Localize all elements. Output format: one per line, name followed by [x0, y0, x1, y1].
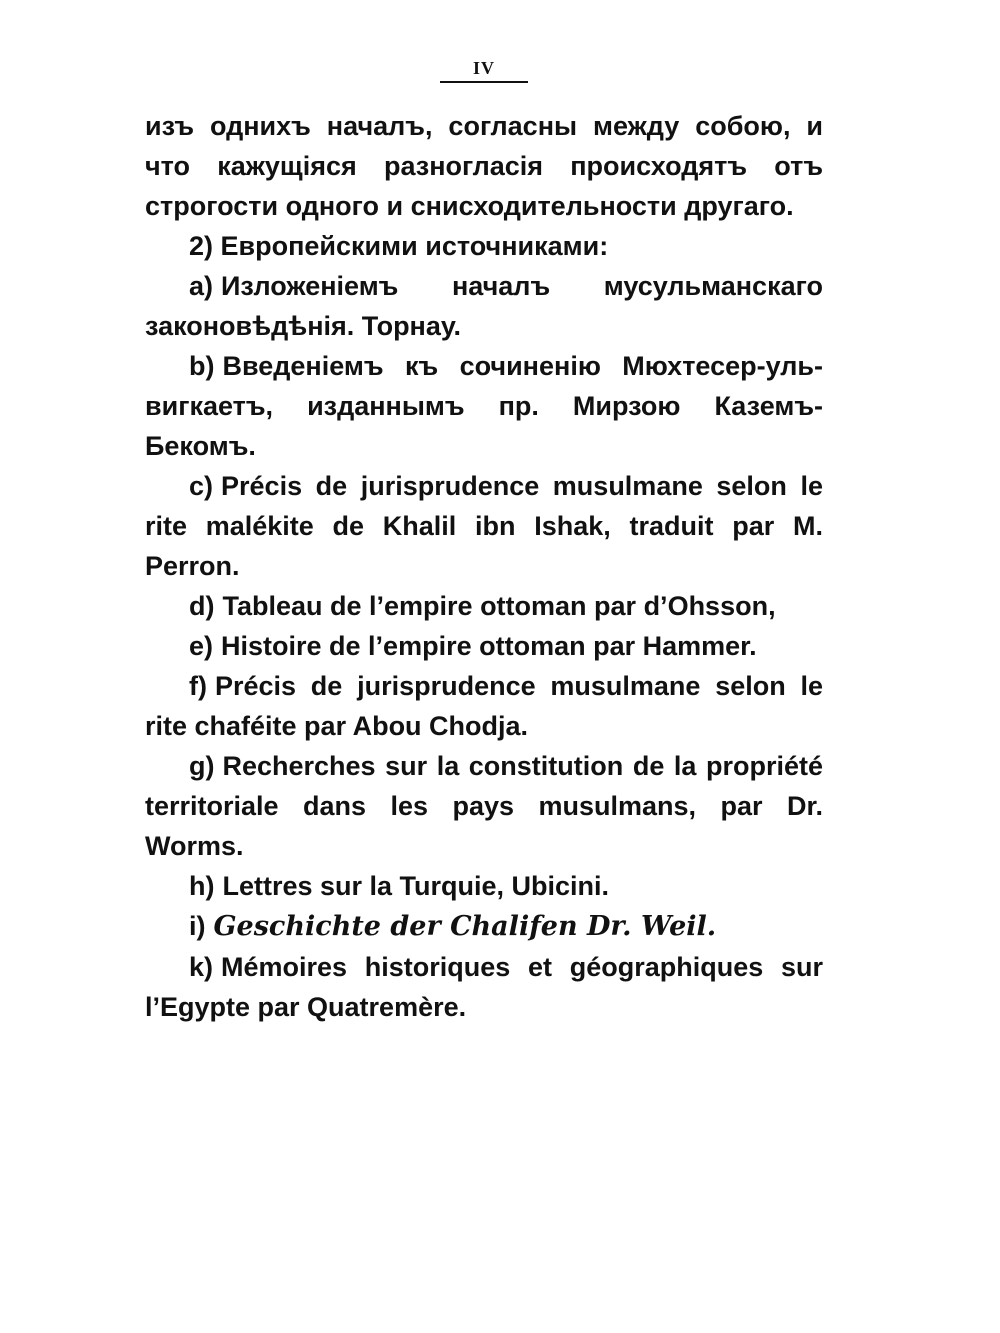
source-item-k — [145, 947, 823, 1027]
item-text: Lettres sur la Turquie, Ubicini. — [222, 871, 610, 901]
document-body — [145, 106, 823, 1027]
item-text: Mémoires historiques et géographiques sur l’Egypte par Quatremère. — [145, 952, 823, 1022]
item-label: k) — [189, 952, 214, 982]
item-label: d) — [189, 591, 215, 621]
item-text: Введеніемъ къ сочиненію Мюхтесер-уль-вигкаетъ, изданнымъ пр. Мирзою Каземъ-Бекомъ. — [145, 351, 823, 461]
source-item-e — [145, 626, 823, 666]
source-item-f — [145, 666, 823, 746]
item-text: Précis de jurisprudence musulmane selon le rite chaféite par Abou Chodja. — [145, 671, 823, 741]
item-label: f) — [189, 671, 207, 701]
source-item-c — [145, 466, 823, 586]
item-text: Recherches sur la constitution de la propriété territoriale dans les pays musulmans, par Dr. Worms. — [145, 751, 823, 861]
item-text: Изложеніемъ началъ мусульманскаго законовѣдѣнія. Торнау. — [145, 271, 823, 341]
source-item-d — [145, 586, 823, 626]
continuation-paragraph: изъ однихъ началъ, согласны между собою, и что кажущіяся разногласія происходятъ отъ строгости одного и снисходительности другаго. — [145, 111, 823, 221]
item-text: Tableau de l’empire ottoman par d’Ohsson, — [222, 591, 776, 621]
item-label: b) — [189, 351, 215, 381]
page-number-rule — [440, 81, 528, 83]
source-item-g — [145, 746, 823, 866]
source-item-a — [145, 266, 823, 346]
item-text: Geschichte der Chalifen Dr. Weil. — [213, 911, 717, 942]
source-item-h — [145, 866, 823, 906]
sources-heading: 2) Европейскими источниками: — [189, 231, 609, 261]
item-label: h) — [189, 871, 215, 901]
item-label: c) — [189, 471, 214, 501]
item-label: a) — [189, 271, 214, 301]
item-label: i) — [189, 911, 206, 941]
item-text: Histoire de l’empire ottoman par Hammer. — [221, 631, 757, 661]
item-label: e) — [189, 631, 214, 661]
item-text: Précis de jurisprudence musulmane selon le rite malékite de Khalil ibn Ishak, traduit par M. Perron. — [145, 471, 823, 581]
source-item-b — [145, 346, 823, 466]
source-item-i — [145, 906, 823, 947]
item-label: g) — [189, 751, 215, 781]
page-number: IV — [472, 58, 495, 78]
